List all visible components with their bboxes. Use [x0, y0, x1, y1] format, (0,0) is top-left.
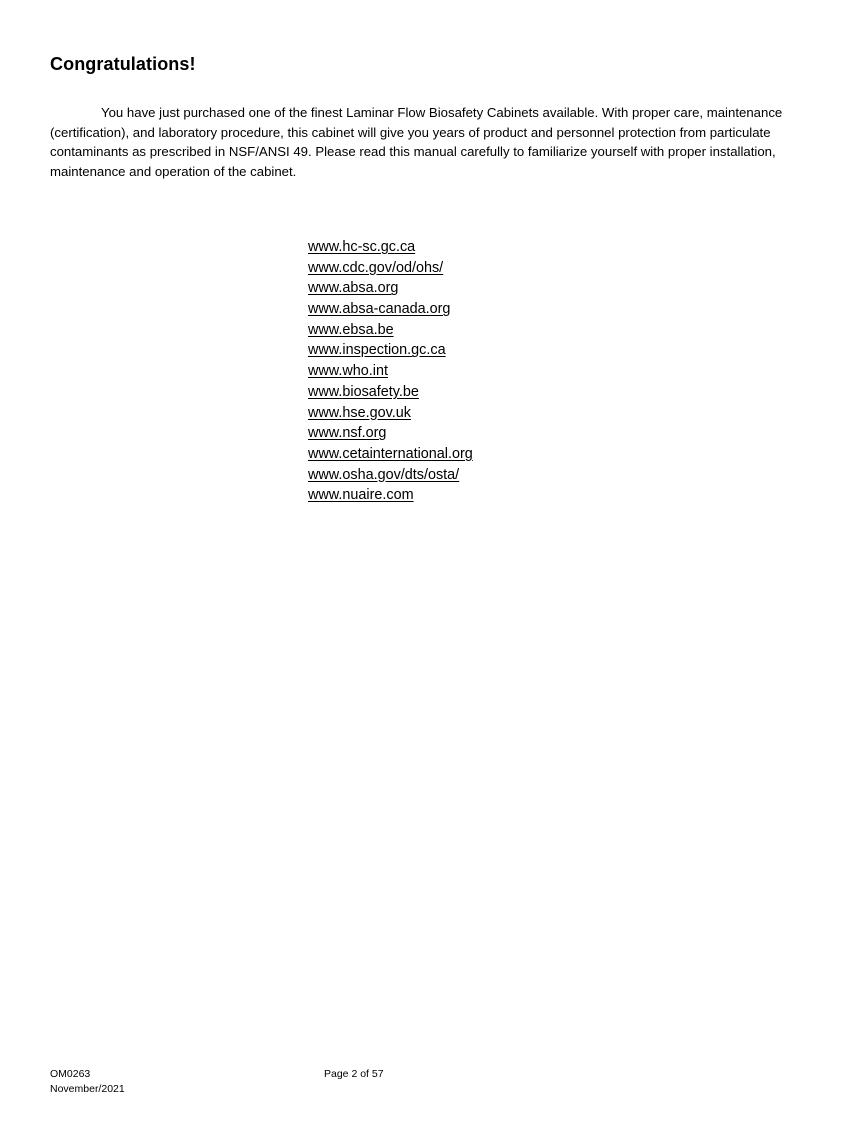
list-item [308, 485, 473, 506]
document-date: November/2021 [50, 1083, 125, 1095]
document-code: OM0263 [50, 1068, 91, 1080]
footer-document-info [50, 1067, 125, 1097]
list-item [308, 403, 473, 424]
resource-links-list [308, 237, 473, 506]
link-nuaire[interactable]: www.nuaire.com [308, 487, 414, 504]
list-item [308, 423, 473, 444]
page-number: Page 2 of 57 [324, 1068, 384, 1080]
link-nsf[interactable]: www.nsf.org [308, 425, 387, 442]
link-ceta[interactable]: www.cetainternational.org [308, 445, 473, 462]
list-item [308, 465, 473, 486]
link-cdc[interactable]: www.cdc.gov/od/ohs/ [308, 259, 444, 276]
list-item [308, 278, 473, 299]
link-absa[interactable]: www.absa.org [308, 280, 399, 297]
link-biosafety[interactable]: www.biosafety.be [308, 383, 419, 400]
list-item [308, 299, 473, 320]
list-item [308, 340, 473, 361]
link-osha[interactable]: www.osha.gov/dts/osta/ [308, 466, 460, 483]
link-hse[interactable]: www.hse.gov.uk [308, 404, 411, 421]
list-item [308, 258, 473, 279]
link-ebsa[interactable]: www.ebsa.be [308, 321, 394, 338]
link-inspection[interactable]: www.inspection.gc.ca [308, 342, 446, 359]
page-heading: Congratulations! [50, 54, 196, 74]
link-who[interactable]: www.who.int [308, 363, 388, 380]
list-item [308, 320, 473, 341]
list-item [308, 382, 473, 403]
intro-paragraph: You have just purchased one of the finest Laminar Flow Biosafety Cabinets available. With proper care, maintenance (certification), and laboratory procedure, this cabinet will give you years of product and personnel protection from particulate contaminants as prescribed in NSF/ANSI 49. Please read this manual carefully to familiarize yourself with proper installation, maintenance and operation of the cabinet. [50, 105, 783, 179]
link-absa-canada[interactable]: www.absa-canada.org [308, 301, 451, 318]
link-hc-sc[interactable]: www.hc-sc.gc.ca [308, 239, 416, 255]
list-item [308, 361, 473, 382]
list-item [308, 237, 473, 258]
list-item [308, 444, 473, 465]
